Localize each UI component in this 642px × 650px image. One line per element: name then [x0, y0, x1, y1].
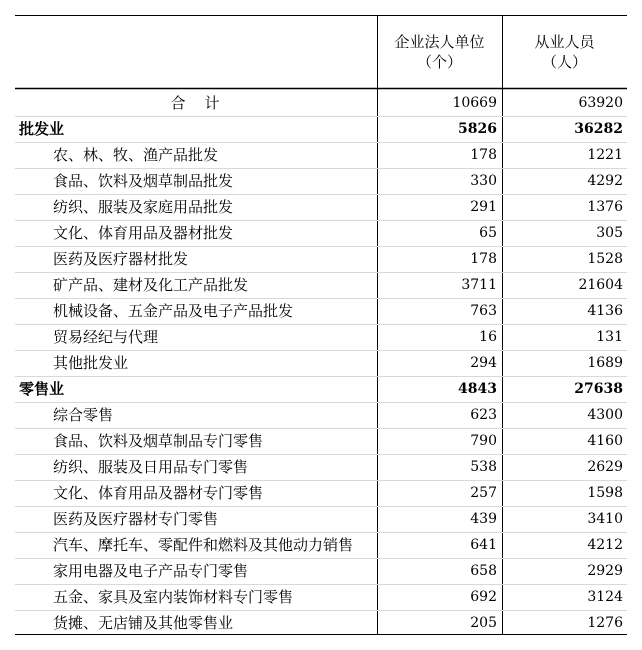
row-name: 家用电器及电子产品专门零售	[53, 562, 249, 580]
row-units: 623	[470, 407, 497, 423]
header-persons	[502, 15, 627, 88]
table-row	[15, 506, 627, 532]
row-persons: 1276	[587, 615, 623, 631]
row-persons: 4300	[587, 407, 623, 423]
row-units: 10669	[452, 95, 497, 111]
table-row	[15, 142, 627, 168]
row-persons: 131	[596, 329, 623, 345]
row-units: 257	[470, 485, 497, 501]
row-units: 330	[470, 173, 497, 189]
row-persons: 21604	[578, 277, 623, 293]
row-units: 538	[470, 459, 497, 475]
header-units-label: 企业法人单位	[394, 32, 485, 51]
table-row	[15, 402, 627, 428]
header-persons-label: 从业人员	[534, 32, 595, 51]
table-row	[15, 272, 627, 298]
row-persons: 1221	[587, 147, 623, 163]
row-name: 农、林、牧、渔产品批发	[53, 146, 219, 164]
row-units: 291	[470, 199, 497, 215]
row-persons: 1376	[587, 199, 623, 215]
header-units-unit: （个）	[416, 52, 462, 71]
table-row	[15, 610, 627, 636]
row-name: 医药及医疗器材专门零售	[53, 510, 219, 528]
row-persons: 1598	[587, 485, 623, 501]
row-name: 文化、体育用品及器材批发	[53, 224, 234, 242]
row-persons: 63920	[578, 95, 623, 111]
row-persons: 3410	[587, 511, 623, 527]
table-row	[15, 532, 627, 558]
row-name: 机械设备、五金产品及电子产品批发	[53, 302, 294, 320]
section-row-wholesale	[15, 116, 627, 142]
row-name: 食品、饮料及烟草制品批发	[53, 172, 234, 190]
row-units: 294	[470, 355, 497, 371]
table-row	[15, 324, 627, 350]
row-persons: 1689	[587, 355, 623, 371]
row-units: 178	[470, 147, 497, 163]
table-row	[15, 220, 627, 246]
table-row	[15, 168, 627, 194]
row-persons: 305	[596, 225, 623, 241]
row-units: 4843	[458, 381, 497, 397]
row-units: 5826	[458, 121, 497, 137]
row-name: 文化、体育用品及器材专门零售	[53, 484, 264, 502]
table-row	[15, 246, 627, 272]
section-row-retail	[15, 376, 627, 402]
table-row	[15, 558, 627, 584]
row-persons: 4292	[587, 173, 623, 189]
row-name: 汽车、摩托车、零配件和燃料及其他动力销售	[53, 536, 354, 554]
row-name: 货摊、无店铺及其他零售业	[53, 614, 234, 632]
row-persons: 36282	[574, 121, 623, 137]
row-units: 763	[470, 303, 497, 319]
row-name: 食品、饮料及烟草制品专门零售	[53, 432, 264, 450]
row-name: 矿产品、建材及化工产品批发	[53, 276, 249, 294]
row-name: 综合零售	[53, 406, 114, 424]
row-units: 790	[470, 433, 497, 449]
table-row	[15, 454, 627, 480]
table-row	[15, 584, 627, 610]
row-name: 批发业	[19, 120, 65, 138]
table-row	[15, 428, 627, 454]
row-units: 3711	[461, 277, 497, 293]
row-persons: 4136	[587, 303, 623, 319]
row-units: 439	[470, 511, 497, 527]
row-name: 纺织、服装及日用品专门零售	[53, 458, 249, 476]
row-name: 合 计	[170, 94, 222, 112]
table-row	[15, 350, 627, 376]
row-persons: 27638	[574, 381, 623, 397]
row-name: 零售业	[19, 380, 65, 398]
header-persons-unit: （人）	[541, 52, 587, 71]
row-units: 658	[470, 563, 497, 579]
row-units: 16	[479, 329, 497, 345]
table-row	[15, 480, 627, 506]
row-persons: 2929	[587, 563, 623, 579]
row-persons: 1528	[587, 251, 623, 267]
table-row	[15, 298, 627, 324]
row-units: 178	[470, 251, 497, 267]
table-row	[15, 194, 627, 220]
header-units	[377, 15, 502, 88]
row-persons: 4212	[587, 537, 623, 553]
row-name: 贸易经纪与代理	[53, 328, 159, 346]
row-units: 641	[470, 537, 497, 553]
row-persons: 2629	[587, 459, 623, 475]
row-units: 65	[479, 225, 497, 241]
total-row	[15, 90, 627, 116]
row-name: 其他批发业	[53, 354, 129, 372]
row-units: 205	[470, 615, 497, 631]
row-name: 纺织、服装及家庭用品批发	[53, 198, 234, 216]
row-persons: 4160	[587, 433, 623, 449]
row-name: 五金、家具及室内装饰材料专门零售	[53, 588, 294, 606]
row-persons: 3124	[587, 589, 623, 605]
row-units: 692	[470, 589, 497, 605]
row-name: 医药及医疗器材批发	[53, 250, 189, 268]
